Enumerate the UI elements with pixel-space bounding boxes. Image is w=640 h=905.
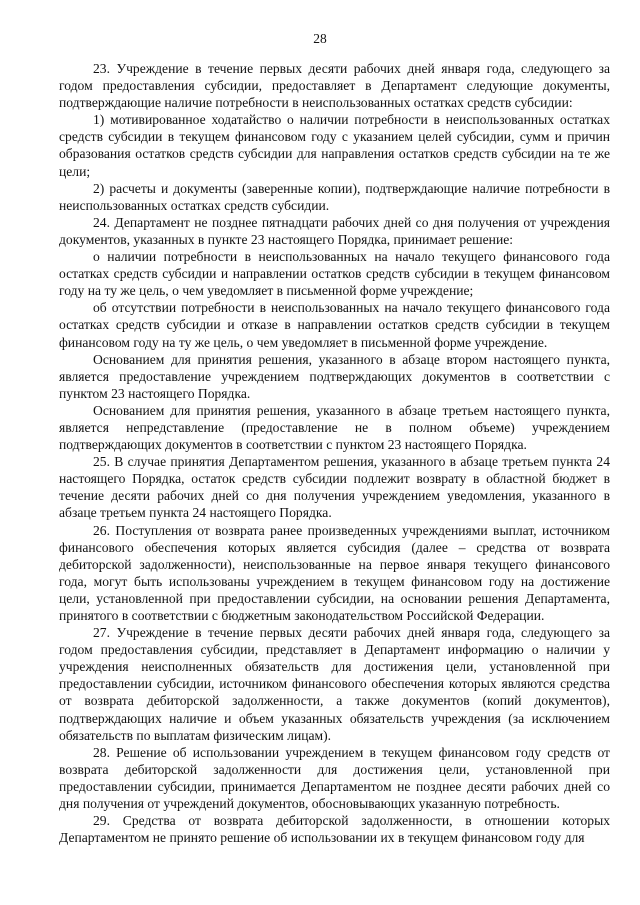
- paragraph-item-24-basis-second: Основанием для принятия решения, указанного в абзаце втором настоящего пункта, является предоставление учреждением подтверждающих документов в соответствии с пунктом 23 настоящего Порядка.: [59, 351, 610, 401]
- paragraph-item-23-1: 1) мотивированное ходатайство о наличии потребности в неиспользованных остатках средств субсидии в текущем финансовом году с указанием целей субсидии, сумм и причин образования остатков средств субсидии для направления остатков средств субсидии на те же цели;: [59, 112, 610, 179]
- paragraph-item-24-basis-third: Основанием для принятия решения, указанного в абзаце третьем настоящего пункта, является непредставление (предоставление не в полном объеме) учреждением подтверждающих документов в соответствии с пунктом 23 настоящего Порядка.: [59, 402, 610, 453]
- paragraph-item-24: 24. Департамент не позднее пятнадцати рабочих дней со дня получения от учреждения документов, указанных в пункте 23 настоящего Порядка, принимает решение:: [59, 214, 610, 247]
- paragraph-item-23-2: 2) расчеты и документы (заверенные копии), подтверждающие наличие потребности в неиспользованных остатках средств субсидии.: [59, 180, 610, 213]
- paragraph-item-24-decision-yes: о наличии потребности в неиспользованных на начало текущего финансового года остатках средств субсидии и направлении остатков средств субсидии в текущем финансовом году на ту же цель, о чем уведомляет в письменной форме учреждение;: [59, 249, 610, 299]
- page-number: 28: [313, 31, 327, 46]
- paragraph-item-23: 23. Учреждение в течение первых десяти рабочих дней января года, следующего за годом предоставления субсидии, предоставляет в Департамент следующие документы, подтверждающие наличие потребности в неиспользованных остатках средств субсидии:: [59, 61, 610, 111]
- paragraph-item-28: 28. Решение об использовании учреждением в текущем финансовом году средств от возврата дебиторской задолженности для достижения цели, установленной при предоставлении субсидии, принимается Департаментом не позднее десяти рабочих дней со дня получения от учреждений документов, обосновывающих указанную потребность.: [59, 744, 610, 812]
- paragraph-item-26: 26. Поступления от возврата ранее произведенных учреждениями выплат, источником финансового обеспечения которых является субсидия (далее – средства от возврата дебиторской задолженности), неиспользованные на первое января текущего финансового года, могут быть использованы учреждением в текущем финансовом году на достижение цели, установленной при предоставлении субсидии, на основании решения Департамента, принятого в соответствии с бюджетным законодательством Российской Федерации.: [59, 522, 610, 623]
- paragraph-item-24-decision-no: об отсутствии потребности в неиспользованных на начало текущего финансового года остатках средств субсидии и отказе в направлении остатков средств субсидии в текущем финансовом году на ту же цель, о чем уведомляет в письменной форме учреждение.: [59, 300, 610, 350]
- paragraph-item-25: 25. В случае принятия Департаментом решения, указанного в абзаце третьем пункта 24 настоящего Порядка, остаток средств субсидии подлежит возврату в областной бюджет в течение десяти рабочих дней со дня получения учреждением уведомления, указанного в абзаце третьем пункта 24 настоящего Порядка.: [59, 454, 610, 521]
- document-body: [59, 60, 610, 846]
- paragraph-item-29: 29. Средства от возврата дебиторской задолженности, в отношении которых Департаментом не принято решение об использовании их в текущем финансовом году для: [59, 813, 610, 846]
- paragraph-item-27: 27. Учреждение в течение первых десяти рабочих дней января года, следующего за годом предоставления субсидии, представляет в Департамент информацию о наличии у учреждения неисполненных обязательств для достижения цели, установленной при предоставлении субсидии, источником финансового обеспечения которых являются средства от возврата дебиторской задолженности, а также документов (копий документов), подтверждающих наличие и объем указанных обязательств учреждения (за исключением обязательств по выплатам физическим лицам).: [59, 625, 610, 743]
